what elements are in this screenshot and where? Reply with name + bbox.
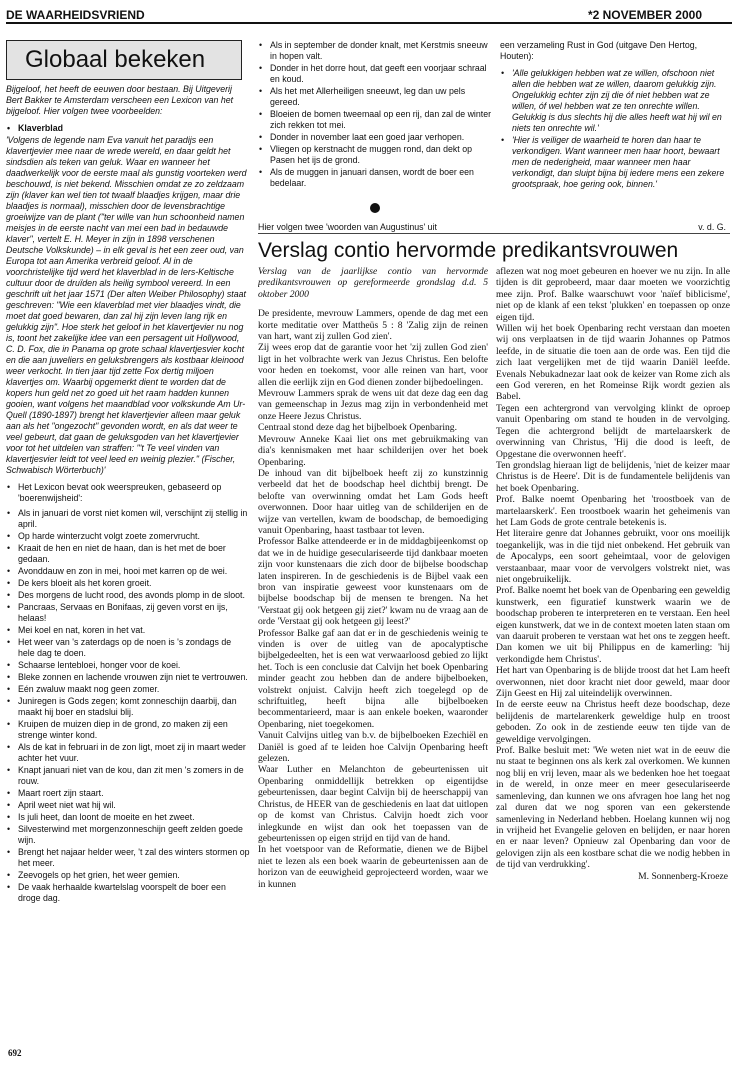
page-header <box>6 8 732 24</box>
article-paragraph: Mevrouw Anneke Kaai liet ons met gebruikmaking van dia's kennismaken met haar schilderijen over het boek Openbaring. <box>258 433 488 468</box>
article-subtitle: Verslag van de jaarlijkse contio van hervormde predikantsvrouwen op gereformeerde grondslag d.d. 5 oktober 2000 <box>258 266 488 300</box>
page-number: 692 <box>8 1048 22 1058</box>
section-divider <box>258 233 730 234</box>
saying-item: • April weet niet wat hij wil. <box>6 800 250 811</box>
augustinus-lead-row <box>258 222 730 232</box>
article-paragraph: Professor Balke attendeerde er in de middagbijeenkomst op dat we in de huidige geseculariseerde tijd dankbaar moeten zijn voor kunstenaars die zich door de bijbelse boodschap laten inspireren. In de geschiedenis is de Bijbel vaak een bron van inspiratie geweest voor kunstenaars om de bijbelse boodschap bij de mensen te brengen. Na het 'Verstaat gij ook hetgeen gij ziet?' kwam nu de vraag aan de orde 'Verstaat gij ook hetgeen gij leest?' <box>258 536 488 628</box>
saying-item: • Juniregen is Gods zegen; komt zonneschijn daarbij, dan maakt hij boer en stadslui blij. <box>6 696 250 718</box>
saying-item: • Donder in november laat een goed jaar verhopen. <box>258 132 492 143</box>
article-signature: M. Sonnenberg-Kroeze <box>638 870 728 882</box>
article-column-1 <box>258 266 488 1042</box>
saying-item: • Als de kat in februari in de zon ligt, moet zij in maart weder achter het vuur. <box>6 742 250 764</box>
article-paragraph: Tegen een achtergrond van vervolging klinkt de oproep vanuit Openbaring om stand te houden in de vervolging. Tegen die achtergrond belijdt de martelaarskerk de overwinning van Christus, 'Hij die dood is leeft, de Opgestane die overwonnen heeft'. <box>496 402 730 460</box>
intro-paragraph: Bijgeloof, het heeft de eeuwen door bestaan. Bij Uitgeverij Bert Bakker te Amsterdam verscheen een Lexicon van het bijgeloof. Hier volgen twee voorbeelden: <box>6 84 234 116</box>
saying-item: • Als in september de donder knalt, met Kerstmis sneeuw in hopen valt. <box>258 40 492 62</box>
article-paragraph: Het literaire genre dat Johannes gebruikt, voor ons moeilijk toegankelijk, was in die tijd niet onbekend. Het gebruik van de Apocalyps, een soort geheimtaal, voor de gelovigen verstaanbaar, maar voor de vervolgers volstrekt niet, was niet ongebruikelijk. <box>496 528 730 585</box>
augustinus-intro: een verzameling Rust in God (uitgave Den Hertog, Houten): <box>500 40 698 61</box>
saying-item: • De vaak herhaalde kwartelslag voorspelt de boer een droge dag. <box>6 882 250 904</box>
article-paragraph: Prof. Balke noemt het boek van de Openbaring een geweldig kunstwerk, een figuratief kunstwerk waarin we de boodschap proberen te interpreteren en te verstaan. Een heel eigen kunstwerk, dat we in de context moeten laten staan om van daaruit proberen te verstaan wat het ons te zeggen heeft. Dan komen we uit bij Philippus en de kamerling: 'hij verkondigde hem Christus'. <box>496 585 730 665</box>
column-augustinus <box>500 40 730 230</box>
augustinus-lead: Hier volgen twee 'woorden van Augustinus' uit <box>258 222 437 232</box>
article-paragraph: Mevrouw Lammers sprak de wens uit dat deze dag een dag van gemeenschap in Jezus mag zijn in verbondenheid met onze Heere Jezus Christus. <box>258 388 488 422</box>
saying-item: • Bloeien de bomen tweemaal op een rij, dan zal de winter zich rekken tot mei. <box>258 109 492 131</box>
article-title: Verslag contio hervormde predikantsvrouwen <box>258 239 679 262</box>
section-title-box: Globaal bekeken <box>6 40 242 80</box>
quote-item: • 'Alle gelukkigen hebben wat ze willen, ofschoon niet allen die hebben wat ze willen, daarom gelukkig zijn. Ongelukkig echter zijn zij die óf niet hebben wat ze willen, óf wel hebben wat ze ten onrechte willen. Gelukkig is dus slechts hij die alles heeft wat hij wil en niets ten onrechte wil.' <box>500 68 730 134</box>
saying-item: • Mei koel en nat, koren in het vat. <box>6 625 250 636</box>
saying-item: • Donder in het dorre hout, dat geeft een voorjaar schraal en koud. <box>258 63 492 85</box>
article-paragraph: Ten grondslag hieraan ligt de belijdenis, 'niet de keizer maar Christus is de Heere'. Dit is de fundamentele belijdenis van het boek Openbaring. <box>496 459 730 494</box>
article-paragraph: De presidente, mevrouw Lammers, opende de dag met een korte meditatie over Mattheüs 5 : 8 'Zalig zijn de reinen van hart, want zij zullen God zien'. <box>258 308 488 343</box>
article-paragraph: In het voetspoor van de Reformatie, dienen we de Bijbel niet te lezen als een boek waarin de gebeurtenissen aan de horizon van de eeuwigheid geprojecteerd worden, waar we in kunnen <box>258 844 488 890</box>
saying-item: • Als in januari de vorst niet komen wil, verschijnt zij stellig in april. <box>6 508 250 530</box>
article-paragraph: Vanuit Calvijns uitleg van b.v. de bijbelboeken Ezechiël en Daniël is goed af te leiden hoe Calvijn Openbaring heeft gelezen. <box>258 730 488 765</box>
publication-name: DE WAARHEIDSVRIEND <box>6 8 145 22</box>
article-column-2 <box>496 266 730 1042</box>
author-initials: v. d. G. <box>698 222 726 232</box>
saying-item: • Bleke zonnen en lachende vrouwen zijn niet te vertrouwen. <box>6 672 250 683</box>
saying-item: • Als het met Allerheiligen sneeuwt, leg dan uw pels gereed. <box>258 86 492 108</box>
article-paragraph: Zij wees erop dat de garantie voor het 'zij zullen God zien' ligt in het volbrachte werk van Jezus Christus. Een belofte voor heden en toekomst, voor alle reinen van hart, voor allen die eerlijk zijn en God dienen zonder bijbedoelingen. <box>258 342 488 388</box>
article-paragraph: De inhoud van dit bijbelboek heeft zij zo kunstzinnig verbeeld dat het de boodschap heel dichtbij brengt. De belofte van overwinning omdat het Lam Gods heeft overwonnen. Door haar uitleg van de schilderijen en de wijze van vertellen, kwam de boodschap, de bemoediging vanuit Openbaring, haast tastbaar tot leven. <box>258 467 488 536</box>
saying-item: • Is juli heet, dan loont de moeite en het zweet. <box>6 812 250 823</box>
article-paragraph: Prof. Balke noemt Openbaring het 'troostboek van de martelaarskerk'. Een troostboek waarin het geheimenis van het Lam Gods de grote centrale betekenis is. <box>496 494 730 528</box>
column-sayings-continued <box>258 40 492 230</box>
saying-item: • Pancraas, Servaas en Bonifaas, zij geven vorst en ijs, helaas! <box>6 602 250 624</box>
sayings-list <box>6 508 250 904</box>
sayings-intro: • Het Lexicon bevat ook weerspreuken, gebaseerd op 'boerenwijsheid': <box>6 482 250 504</box>
quote-item: • 'Hier is veiliger de waarheid te horen dan haar te verkondigen. Want wanneer men haar hoort, bewaart men de nederigheid, maar wanneer men haar verkondigt, dan sluipt bijna bij iedere mens een zekere grootspraak, hoe gering ook, binnen.' <box>500 135 730 190</box>
sayings-list-continued <box>258 40 492 189</box>
article-paragraph: Waar Luther en Melanchton de gebeurtenissen uit Openbaring onmiddellijk betrekken op eigentijdse gebeurtenissen, daar begint Calvijn bij de heerschappij van Christus, de HEER van de geschiedenis en laat dat uitlopen op de komst van Christus. Calvijn hoedt zich voor inlegkunde en wijst dan ook het toepassen van de gebeurtenissen op eigen strijd en tijd van de hand. <box>258 764 488 844</box>
saying-item: • Des morgens de lucht rood, des avonds plomp in de sloot. <box>6 590 250 601</box>
saying-item: • Het weer van 's zaterdags op de noen is 's zondags de hele dag te doen. <box>6 637 250 659</box>
article-paragraph: aflezen wat nog moet gebeuren en hoever we nu zijn. In alle tijden is dit geprobeerd, maar daar moeten we voorzichtig mee zijn. Prof. Balke waarschuwt voor 'naïef biblicisme', niet op de klank af een tekst 'plukken' en toepassen op onze eigen tijd. <box>496 266 730 323</box>
saying-item: • Maart roert zijn staart. <box>6 788 250 799</box>
saying-item: • De kers bloeit als het koren groeit. <box>6 578 250 589</box>
quote-list <box>500 68 730 190</box>
saying-item: • Knapt januari niet van de kou, dan zit men 's zomers in de rouw. <box>6 765 250 787</box>
saying-item: • Kraait de hen en niet de haan, dan is het met de boer gedaan. <box>6 543 250 565</box>
section-end-dot <box>370 203 380 213</box>
saying-item: • Schaarse lentebloei, honger voor de koei. <box>6 660 250 671</box>
saying-item: • Op harde winterzucht volgt zoete zomervrucht. <box>6 531 250 542</box>
issue-date: *2 NOVEMBER 2000 <box>587 8 702 22</box>
column-globaal-bekeken <box>6 40 250 1048</box>
saying-item: • Zeevogels op het grien, het weer gemien. <box>6 870 250 881</box>
saying-item: • Silvesterwind met morgenzonneschijn geeft zelden goede wijn. <box>6 824 250 846</box>
article-paragraph: Het hart van Openbaring is de blijde troost dat het Lam heeft overwonnen, niet door kracht niet door geweld, maar door Zijn Geest en Hij zal uiteindelijk overwinnen. <box>496 665 730 700</box>
klaverblad-text: 'Volgens de legende nam Eva vanuit het paradijs een klavertjevier mee naar de wrede wereld, en daar geldt het sindsdien als teken van geluk. Waar en wanneer het daadwerkelijk voor de eerste maal als gunstig voorteken werd beschouwd, is niet bekend. Misschien omdat ze zo zeldzaam zijn (klaver kan wel tien tot twaalf blaadjes krijgen, maar drie blaadjes is normaal), misschien door de levensbrachtige groeiwijze van de plant ("ter wille van hun schoonheid namen meisjes in de eerste nacht van mei een bad in bedauwde klaver", vertelt E. H. Meyer in zijn in 1898 verschenen Deutsche Volkskunde) – in elk geval is het een zeer oud, van Europa tot aan Amerika verbreid geloof. Al in de voorchristelijke tijd werd het klaverblad in de Iers-Keltische cultuur door de druïden als heilig symbool vereerd. In een geschrift uit het jaar 1571 (Der alten Weiber Philosophy) staat geschreven: "Wie een klaverblad met vier blaadjes vindt, die moet dat goed bewaren, dan zal hij zijn leven lang rijk en gelukkig zijn". Hoe sterk het geloof in het klavertjevier nu nog is, toont het zakelijke idee van een persagent uit Hollywood, C. D. Fox, die in Panama op grote schaal klavertjesvier kocht en die aan juweliers en geluksbrengers als kostbaar kleinood weer verkocht. In tien jaar tijd zette Fox dertig miljoen klavertjes om. Waarbij opgemerkt dient te worden dat de kopers hun geld net zo goed uit het raam hadden kunnen gooien, want volgens het maandblad voor volkskunde Am Ur-Quell (1890-1897) brengt het klavertjevier alleen maar geluk aan als het "ongezocht" gevonden wordt, en als dat weer te veel gebeurt, dat gaan de geluksgoden van het klavertjevier voor tot het uitdelen van straffen: "'t Te veel vinden van klavertjesvier leidt tot veel leed en weinig plezier." (Fischer, Schwabisch Wörterbuch)' <box>6 135 247 475</box>
saying-item: • Avonddauw en zon in mei, hooi met karren op de wei. <box>6 566 250 577</box>
article-paragraph: Willen wij het boek Openbaring recht verstaan dan moeten wij ons verplaatsen in de tijd waarin Johannes op Patmos leefde, in de situatie die toen aan de orde was. Een tijd die zich laat vergelijken met de tijd waarin Daniël leefde. Evenals Nebukadnezar laat ook de keizer van Rome zich als een God vereren, en het Romeinse Rijk wordt gezien als Babel. <box>496 323 730 403</box>
article-paragraph: Professor Balke gaf aan dat er in de geschiedenis weinig te vinden is over de uitleg van de apocalyptische bijbelgedeelten, het is een wat verwaarloosd gebied zo lijkt het. Toch is een conclusie dat Calvijn het boek Openbaring minder geacht zou hebben dan de andere bijbelboeken, volstrekt onjuist. Calvijn heeft zich toegelegd op de schriftuitleg, heeft bijna alle bijbelboeken becommentarieerd, maar is aan enkele boeken, waaronder Openbaring, niet toegekomen. <box>258 627 488 730</box>
saying-item: • Brengt het najaar helder weer, 't zal des winters stormen op het meer. <box>6 847 250 869</box>
saying-item: • Vliegen op kerstnacht de muggen rond, dan dekt op Pasen het ijs de grond. <box>258 144 492 166</box>
article-paragraph: In de eerste eeuw na Christus heeft deze boodschap, deze belijdenis de martelarenkerk geweldige hulp en troost geboden. Zo ook in de zestiende eeuw ten tijde van de geweldige vervolgingen. <box>496 699 730 745</box>
item-heading: • Klaverblad <box>6 123 250 134</box>
saying-item: • Eén zwaluw maakt nog geen zomer. <box>6 684 250 695</box>
saying-item: • Als de muggen in januari dansen, wordt de boer een bedelaar. <box>258 167 492 189</box>
article-paragraph: Prof. Balke besluit met: 'We weten niet wat in de eeuw die nu staat te beginnen ons als kerk zal overkomen. We kunnen nog blij en vrij leven, maar als we bedenken hoe het toegaat in de wereld, in onze meer en meer geseculariseerde samenleving, dan kunnen we ons afvragen hoe lang het nog zal duren dat we nog sporen van een gekerstende samenleving in Nederland hebben. Hoelang kunnen wij nog in vrijheid het Evangelie geloven en belijden, er naar horen en er naar leven? Opnieuw zal Openbaring dan voor de gelovigen zijn als een kostbare schat die we nodig hebben in de tijd van verdrukking'. <box>496 745 730 871</box>
saying-item: • Kruipen de muizen diep in de grond, zo maken zij een strenge winter kond. <box>6 719 250 741</box>
article-paragraph: Centraal stond deze dag het bijbelboek Openbaring. <box>258 422 458 434</box>
